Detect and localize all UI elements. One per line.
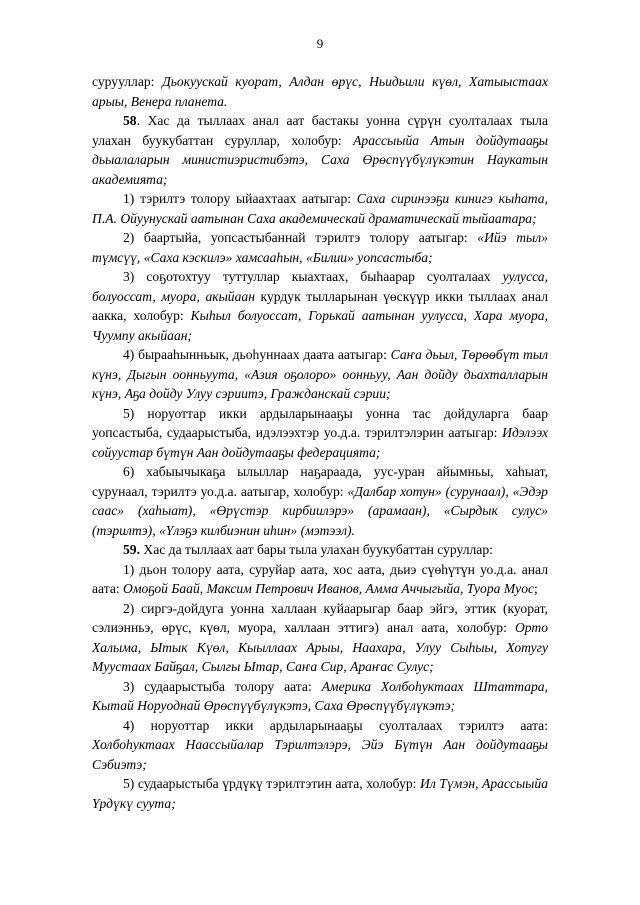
body-text: . Хас да тыллаах анал аат бастакы уонна сүрүн суолталаах тыла улахан буукубаттан суруллар, холобур: [92,113,548,148]
example-text: Омоҕой Баай, Максим Петрович Иванов, Амма Аччыгыйа, Туора Муос [123,581,535,596]
paragraph-continuation [92,72,548,111]
body-text: 1) тэрилтэ толору ыйааxтаах аатыгар: [123,191,357,206]
example-text: «Далбар хотун» (сурунаал), «Эдэр саас» (хаһыат), «Өрүстэр кирбиилэрэ» (арамаан), «Сырдык сулус» (тэрилтэ), «Үлэҕэ килбиэнин иһин» (мэтээл). [92,483,548,538]
example-text: Холбоһуктаах Наассыйалар Тэрилтэлэрэ, Эйэ Бүтүн Аан дойдутааҕы Сэбиэтэ; [92,737,548,772]
document-body [92,72,548,813]
rule-58-item-2 [92,228,548,267]
example-text: Орто Халыма, Ытык Күөл, Кыыллаах Арыы, Наахара, Улуу Сыһыы, Хотугу Муустаах Байҕал, Сылгы Ытар, Саҥа Сир, Араҥас Сулус; [92,620,548,674]
example-text: Дьокуускай куорат, Алдан өрүс, Ньидьили күөл, Хатыыстаах арыы, Венера планета. [92,74,548,109]
page-number: 9 [316,36,324,51]
body-text: Хас да тыллаах аат бары тыла улахан буукубаттан суруллар: [140,542,493,557]
body-text: 2) сиргэ-дойдуга уонна халлаан куйаарыгар баар эйгэ, эттик (куорат, сэлиэнньэ, өрүс, күөл, муора, халлаан эттигэ) анал аата, холобур: [92,600,548,635]
body-text: курдук тылларынан үөскүүр икки тыллаах анал аакка, холобур: [92,288,548,323]
rule-58 [92,111,548,189]
body-text: 6) хабыычыкаҕа ылыллар наҕараада, уус-уран айымньы, хаһыат, сурунаал, тэрилтэ уо.д.а. аатыгар, холобур: [92,464,548,499]
rule-58-item-3 [92,267,548,345]
example-text: уулусса, болуоссат, муора, акыйаан [92,269,548,304]
example-text: Идэлээх сойуустар бүтүн Аан дойдутааҕы федерацията; [92,425,548,460]
body-text: 3) соҕотохтуу туттуллар кыахтаах, быһаарар суолталаах [123,269,503,284]
rule-59-item-3 [92,677,548,716]
rule-59-item-2 [92,599,548,677]
body-text: 5) норуоттар икки ардыларынааҕы уонна тас дойдуларга баар уопсастыба, судаарыстыба, идэлээхтэр уо.д.а. тэрилтэлэрин аатыгар: [92,405,548,440]
example-text: Саҥа дьыл, Төрөөбүт тыл күнэ, Дыгын оонньуута, «Азия оҕолоро» оонньуу, Аан дойду дьахталларын күнэ, Аҕа дойду Улуу сэриитэ, Гражданскай сэрии; [92,347,548,401]
body-text: 1) дьон толору аата, суруйар аата, хос аата, дьиэ сүөһүтүн уо.д.а. анал аата: [92,561,548,596]
example-text: «Ийэ тыл» түмсүү, «Саха кэскилэ» хамсааһын, «Билии» уопсастыба; [92,230,548,265]
example-text: Арассыыйа Атын дойдутааҕы дьыалаларын министиэристибэтэ, Саха Өрөспүүбүлүкэтин Наукатын академията; [92,132,548,187]
rule-number: 58 [123,113,137,128]
example-text: Саха сиринээҕи кинигэ кыһата, П.А. Ойуунускай аатынан Саха академическай драматическай тыйаатара; [92,191,548,226]
rule-59-item-1 [92,560,548,599]
rule-number: 59. [123,542,140,557]
body-text: ; [534,581,538,596]
body-text: 2) баартыйа, уопсастыбаннай тэрилтэ толору аатыгар: [123,230,478,245]
body-text: 4) норуоттар икки ардыларынааҕы суолталаах тэрилтэ аата: [123,717,548,733]
example-text: Кыһыл болуоссат, Горькай аатынан уулусса, Хара муора, Чуумпу акыйаан; [92,308,548,343]
rule-58-item-5 [92,404,548,463]
rule-59-item-4 [92,716,548,775]
rule-58-item-6 [92,462,548,540]
body-text: 4) бырааһынньык, дьоһуннаах даата аатыгар: [123,347,391,362]
example-text: Ил Түмэн, Арассыыйа Үрдүкү суута; [92,776,548,811]
rule-58-item-4 [92,345,548,404]
body-text: 5) судаарыстыба үрдүкү тэрилтэтин аата, холобур: [123,776,420,791]
rule-58-item-1 [92,189,548,228]
rule-59 [92,540,548,560]
example-text: Америка Холбоһуктаах Штаттара, Кытай Норуоднай Өрөспүүбүлүкэтэ, Саха Өрөспүүбүлүкэтэ; [92,678,548,713]
rule-59-item-5 [92,774,548,813]
body-text: 3) судаарыстыба толору аата: [123,678,322,694]
body-text: сурууллар: [92,74,163,89]
